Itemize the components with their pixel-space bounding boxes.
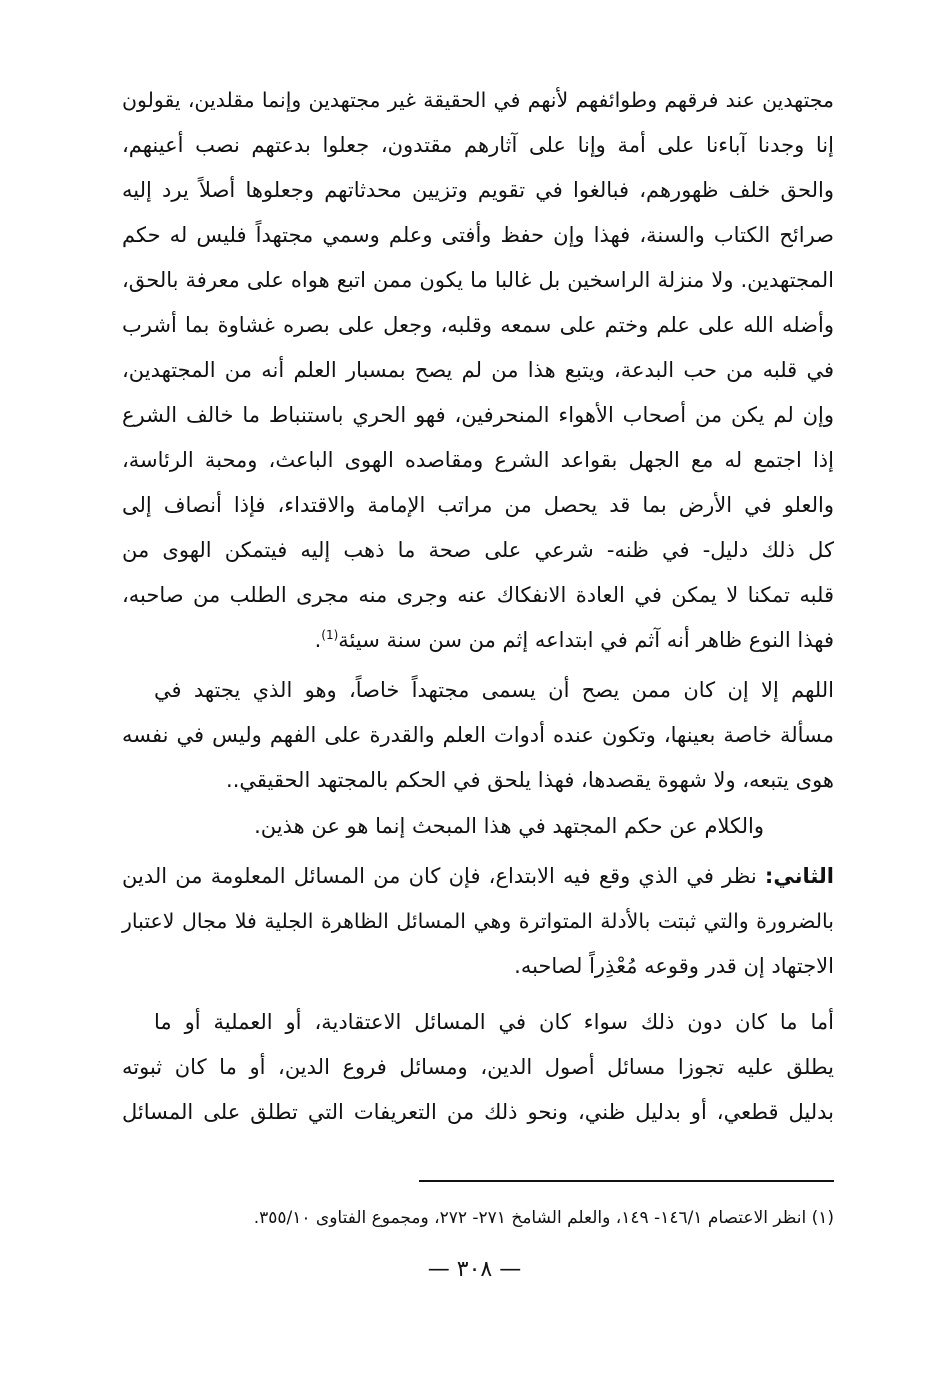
text-line: والعلو في الأرض بما قد يحصل من مراتب الإمامة والاقتداء، فإذا أنصاف إلى — [122, 493, 834, 517]
text-line: مسألة خاصة بعينها، وتكون عنده أدوات العلم والقدرة على الفهم وليس في نفسه — [122, 723, 834, 747]
text-line: إنا وجدنا آباءنا على أمة وإنا على آثارهم مقتدون، جعلوا بدعتهم نصب أعينهم، — [122, 133, 834, 157]
text-line: اللهم إلا إن كان ممن يصح أن يسمى مجتهداً خاصاً، وهو الذي يجتهد في — [154, 678, 834, 702]
text-line: وأضله الله على علم وختم على سمعه وقلبه، وجعل على بصره غشاوة بما أشرب — [122, 313, 834, 337]
text-line: والحق خلف ظهورهم، فبالغوا في تقويم وتزيين محدثاتهم وجعلوها أصلاً يرد إليه — [122, 178, 834, 202]
text-line: وإن لم يكن من أصحاب الأهواء المنحرفين، فهو الحري باستنباط ما خالف الشرع — [122, 403, 834, 427]
text-segment: نظر في الذي وقع فيه الابتداع، فإن كان من المسائل المعلومة من الدين — [122, 864, 765, 888]
text-line: أما ما كان دون ذلك سواء كان في المسائل الاعتقادية، أو العملية أو ما — [154, 1010, 834, 1034]
section-label: الثاني: — [764, 864, 834, 888]
text-line-with-heading — [122, 856, 834, 896]
page-number: — ٣٠٨ — — [427, 1257, 522, 1282]
text-line: يطلق عليه تجوزا مسائل أصول الدين، ومسائل فروع الدين، أو ما كان ثبوته — [122, 1055, 834, 1079]
text-line: مجتهدين عند فرقهم وطوائفهم لأنهم في الحقيقة غير مجتهدين وإنما مقلدين، يقولون — [122, 88, 834, 112]
text-line: قلبه تمكنا لا يمكن في العادة الانفكاك عنه وجرى منه مجرى الطلب من صاحبه، — [122, 583, 834, 607]
text-line: هوى يتبعه، ولا شهوة يقصدها، فهذا يلحق في الحكم بالمجتهد الحقيقي.. — [226, 768, 834, 792]
text-line: كل ذلك دليل- في ظنه- شرعي على صحة ما ذهب إليه فيتمكن الهوى من — [122, 538, 834, 562]
text-line: في قلبه من حب البدعة، ويتبع هذا من لم يصح بمسبار العلم أنه من المجتهدين، — [122, 358, 834, 382]
footnote-separator — [419, 1180, 834, 1182]
footnote-reference[interactable]: (1) — [321, 628, 339, 642]
text-line: بدليل قطعي، أو بدليل ظني، ونحو ذلك من التعريفات التي تطلق على المسائل — [122, 1100, 834, 1124]
text-line: المجتهدين. ولا منزلة الراسخين بل غالبا ما يكون ممن اتبع هواه على معرفة بالحق، — [122, 268, 834, 292]
text-line: والكلام عن حكم المجتهد في هذا المبحث إنما هو عن هذين. — [254, 814, 764, 838]
period: . — [314, 628, 322, 652]
text-line: إذا اجتمع له مع الجهل بقواعد الشرع ومقاصده الهوى الباعث، ومحبة الرئاسة، — [122, 448, 834, 472]
footnote: (١) انظر الاعتصام ١٤٦/١- ١٤٩، والعلم الشامخ ٢٧١- ٢٧٢، ومجموع الفتاوى ٣٥٥/١٠. — [253, 1208, 834, 1228]
text-segment: فهذا النوع ظاهر أنه آثم في ابتداعه إثم من سن سنة سيئة — [338, 628, 834, 652]
text-line: بالضرورة والتي ثبتت بالأدلة المتواترة وهي المسائل الظاهرة الجلية فلا مجال لاعتبار — [122, 909, 834, 933]
text-line-with-footnote — [122, 620, 834, 660]
text-line: الاجتهاد إن قدر وقوعه مُعْذِراً لصاحبه. — [514, 954, 834, 978]
text-line: صرائح الكتاب والسنة، فهذا وإن حفظ وأفتى وعلم وسمي مجتهداً فليس له حكم — [122, 223, 834, 247]
